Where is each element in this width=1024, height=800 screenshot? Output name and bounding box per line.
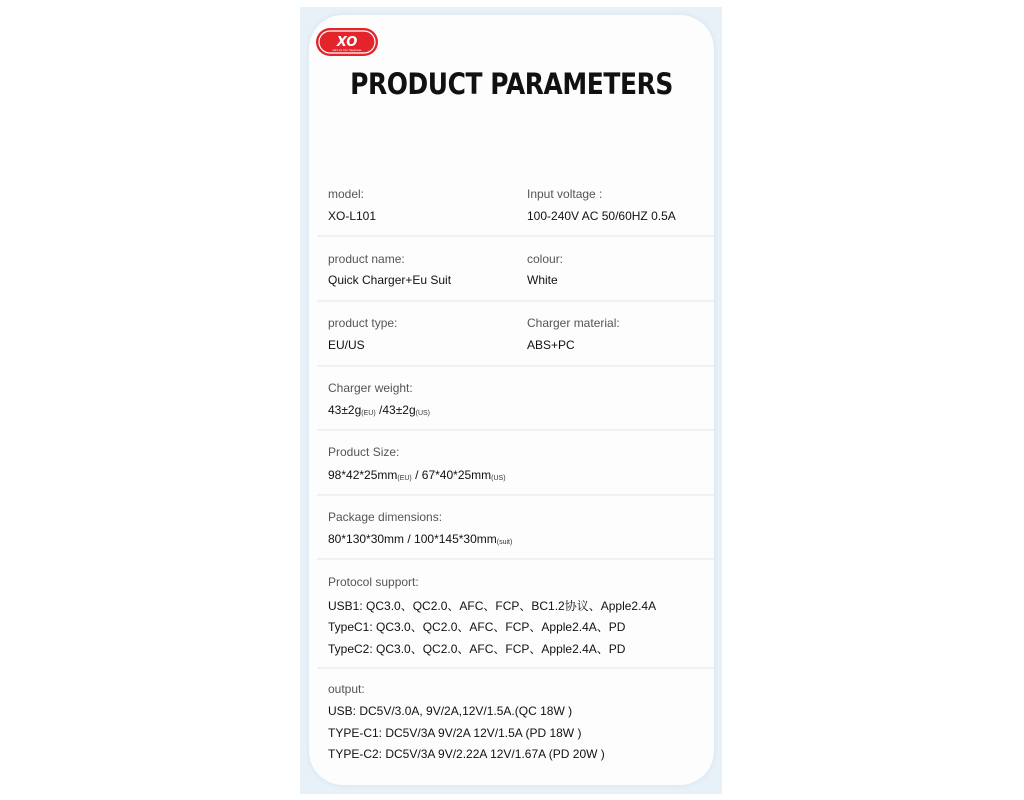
output-line-usb: USB: DC5V/3.0A, 9V/2A,12V/1.5A.(QC 18W ) (328, 704, 573, 718)
charger-weight-value: $43\pm 2g_{(EU)}$ $/43\pm 2g_{(US)}$ (328, 403, 431, 417)
divider (317, 365, 714, 367)
logo-tagline: Let's Go Your Happiness (332, 49, 362, 52)
protocol-line-typec2: TypeC2: QC3.0、QC2.0、AFC、FCP、Apple2.4A、PD (328, 642, 626, 656)
logo-text: XO (336, 35, 358, 50)
parameters-card (309, 15, 714, 785)
product-type-label: product type: (328, 316, 398, 330)
divider (317, 494, 714, 496)
output-label: output: (328, 682, 365, 696)
protocol-line-typec1: TypeC1: QC3.0、QC2.0、AFC、FCP、Apple2.4A、PD (328, 620, 626, 634)
divider (317, 667, 714, 669)
output-line-typec2: TYPE-C2: DC5V/3A 9V/2.22A 12V/1.67A (PD 20W ) (328, 747, 605, 761)
divider (317, 235, 714, 237)
input-voltage-value: 100-240V AC 50/60HZ 0.5A (527, 209, 676, 223)
product-name-value: Quick Charger+Eu Suit (328, 273, 452, 287)
divider (317, 558, 714, 560)
protocol-line-usb1: USB1: QC3.0、QC2.0、AFC、FCP、BC1.2协议、Apple2.4A (328, 599, 657, 613)
product-size-value: $98*42*25mm_{(EU)} / 67*40*25mm_{(US)}$ (328, 468, 506, 482)
charger-material-label: Charger material: (527, 316, 620, 330)
charger-material-value: ABS+PC (527, 338, 575, 352)
package-dimensions-value: $80*130*30mm / 100*145*30mm_{(suit)}$ (328, 532, 513, 546)
model-label: model: (328, 187, 365, 201)
protocol-support-label: Protocol support: (328, 575, 419, 589)
colour-value: White (527, 273, 558, 287)
model-value: XO-L101 (328, 209, 377, 223)
product-size-label: Product Size: (328, 445, 400, 459)
divider (317, 300, 714, 302)
page-title: PRODUCT PARAMETERS (350, 67, 673, 101)
input-voltage-label: Input voltage : (527, 187, 603, 201)
product-poster (300, 7, 722, 794)
product-type-value: EU/US (328, 338, 365, 352)
colour-label: colour: (527, 252, 564, 266)
product-name-label: product name: (328, 252, 405, 266)
output-line-typec1: TYPE-C1: DC5V/3A 9V/2A 12V/1.5A (PD 18W ) (328, 726, 582, 740)
charger-weight-label: Charger weight: (328, 381, 413, 395)
divider (317, 429, 714, 431)
package-dimensions-label: Package dimensions: (328, 510, 443, 524)
xo-logo (315, 25, 379, 59)
